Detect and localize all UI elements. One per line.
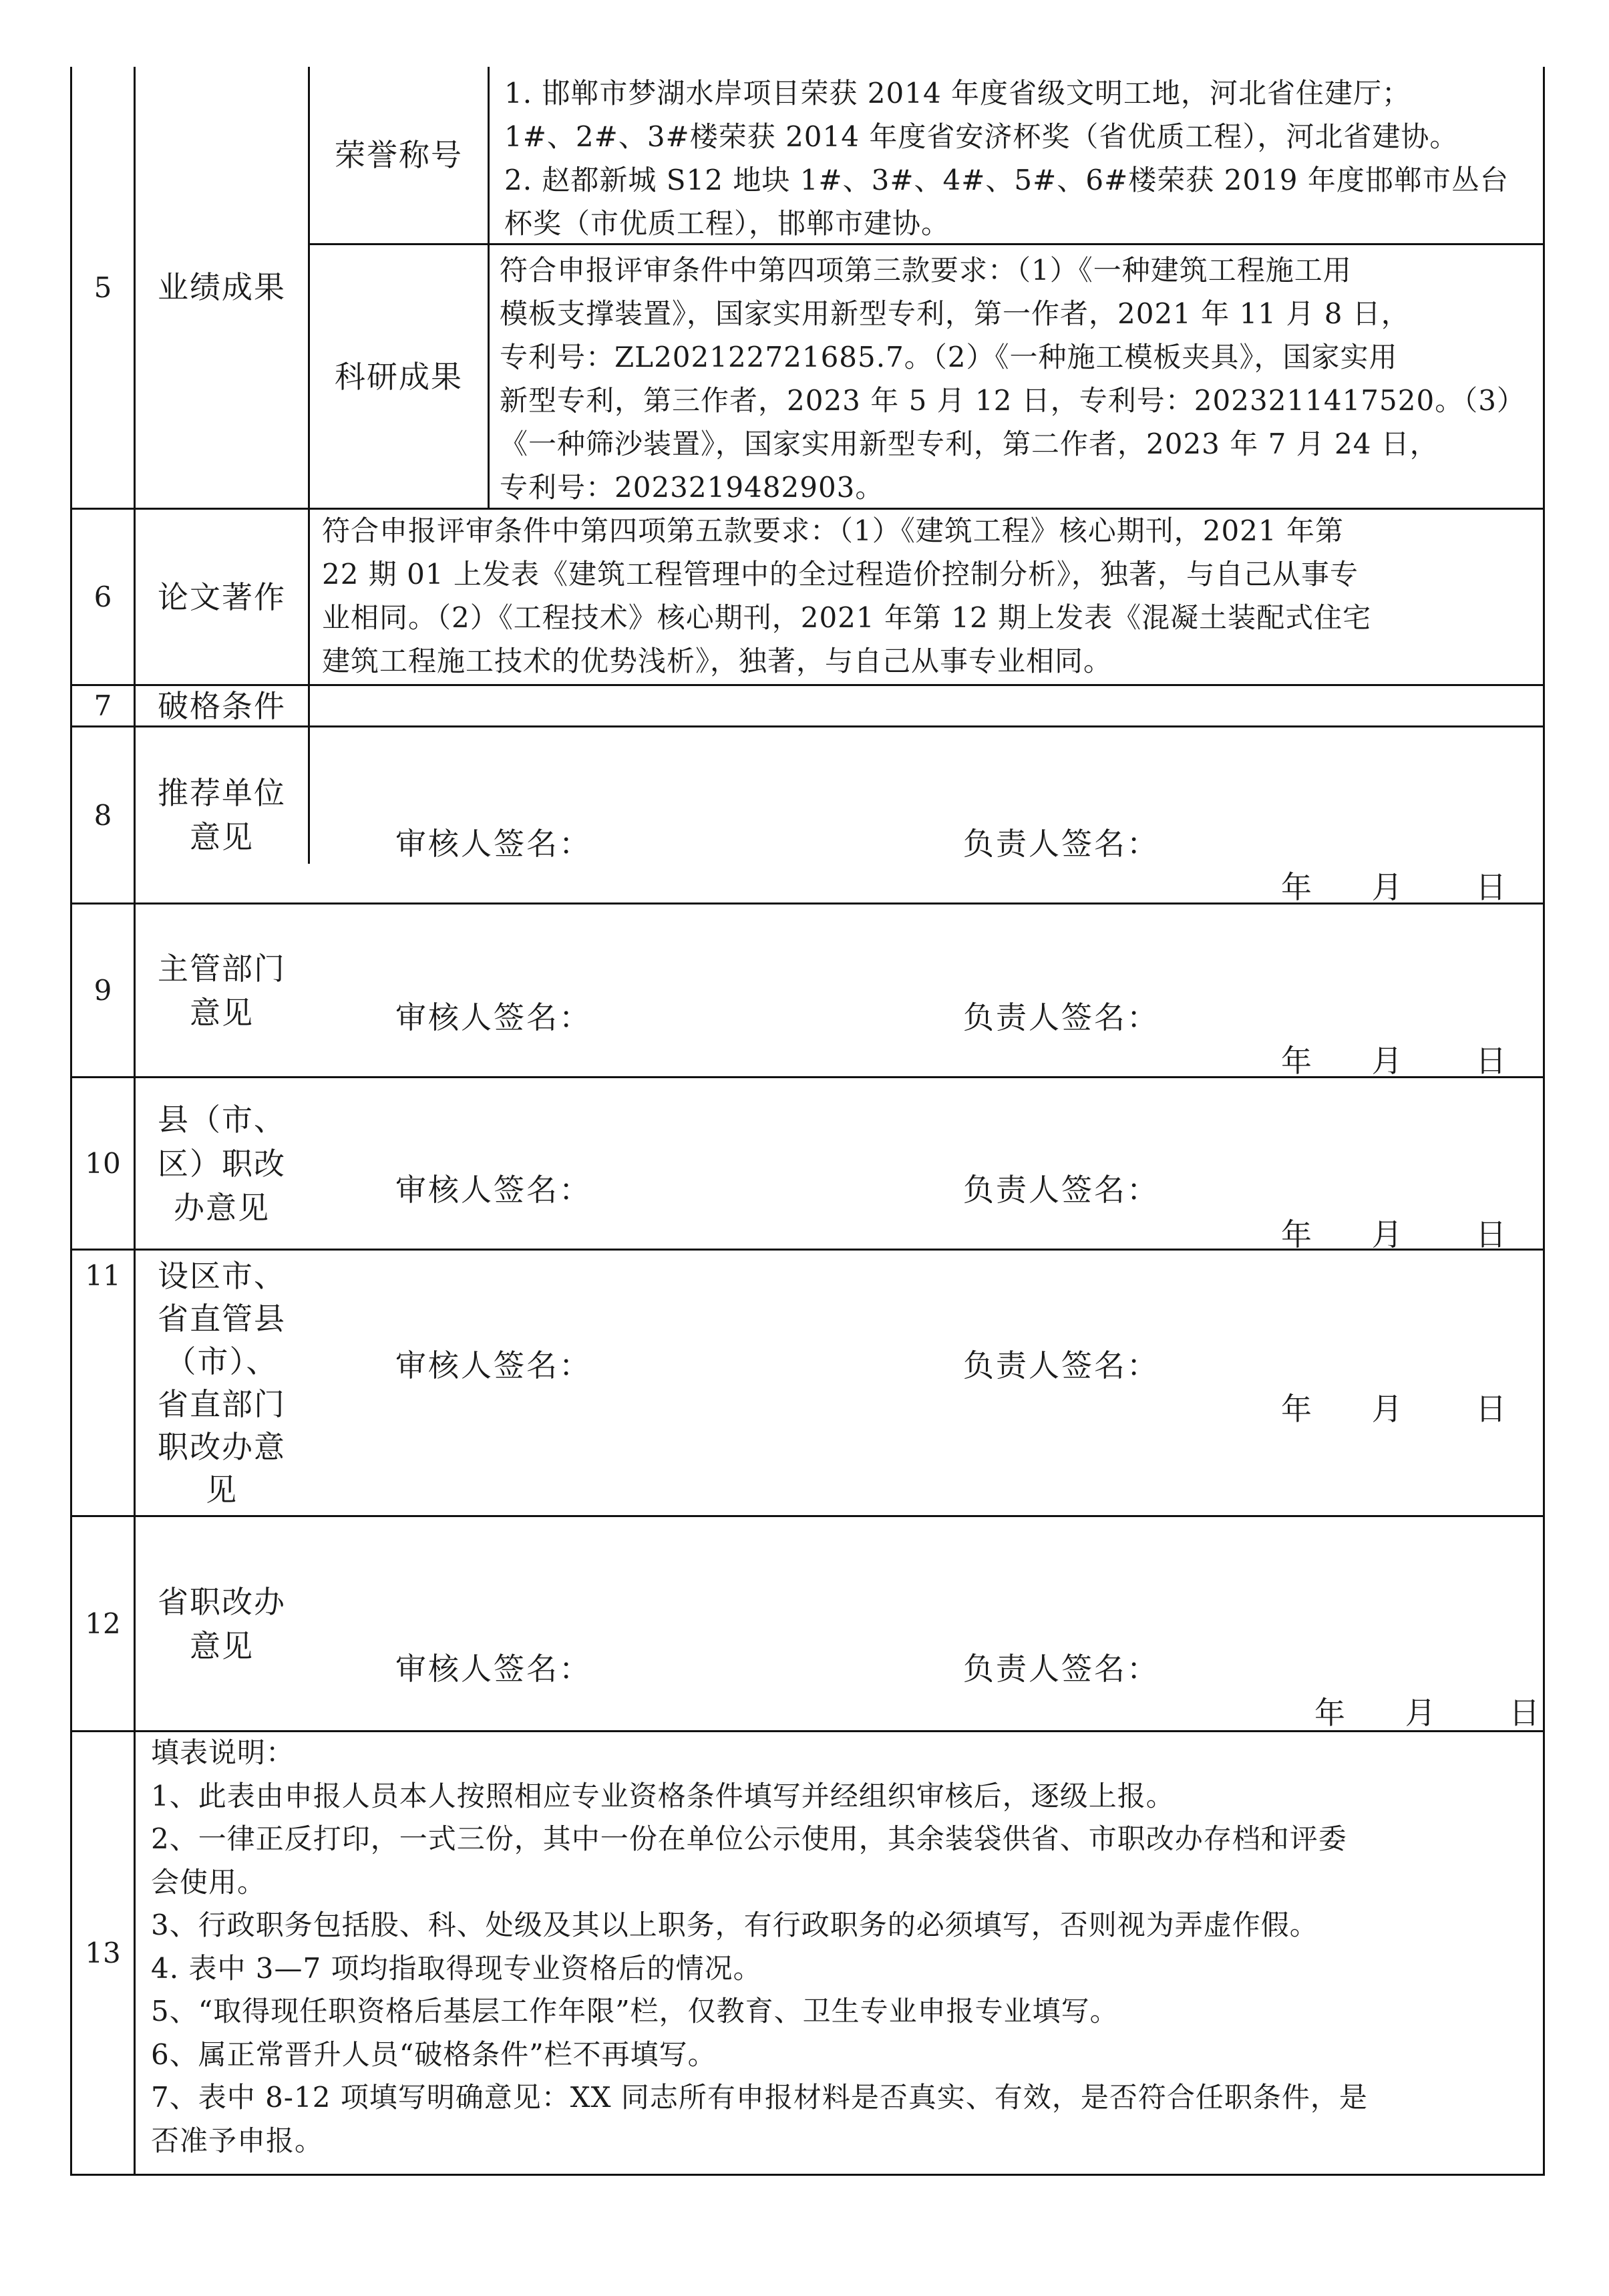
label-line: 主管部门 [158,950,286,987]
research-line: 符合申报评审条件中第四项第三款要求：（1）《一种建筑工程施工用 [500,254,1352,287]
date-day: 日 [1475,869,1507,905]
date-day: 日 [1475,1391,1507,1427]
date-month: 月 [1405,1695,1436,1731]
date-month: 月 [1371,869,1403,905]
instructions-line: 4. 表中 3—7 项均指取得现专业资格后的情况。 [151,1951,762,1985]
research-line: 模板支撑装置》，国家实用新型专利，第一作者，2021 年 11 月 8 日， [500,297,1410,330]
instructions-line: 7、表中 8-12 项填写明确意见：XX 同志所有申报材料是否真实、有效，是否符合任职条件，是 [151,2081,1368,2114]
principal-signature-label: 负责人签名： [963,826,1159,862]
instructions-content [151,1732,1534,2162]
row-number-11: 11 [85,1259,121,1292]
instructions-line: 会使用。 [151,1865,266,1899]
research-line: 专利号：ZL202122721685.7。（2）《一种施工模板夹具》，国家实用 [500,341,1398,373]
label-line: 省直管县 [158,1301,286,1337]
reviewer-signature-label: 审核人签名： [395,1172,592,1208]
date-year: 年 [1281,869,1312,905]
research-content [500,249,1533,509]
row-label-county-office [136,1078,308,1249]
date-month: 月 [1371,1216,1403,1253]
label-line: 意见 [190,819,254,855]
label-line: 意见 [190,994,254,1031]
honor-content [504,71,1533,245]
row-number-8: 8 [94,798,112,832]
label-line: 意见 [190,1627,254,1664]
row-label-provincial-office [136,1517,308,1730]
reviewer-signature-label: 审核人签名： [395,1651,592,1687]
table-border-right [1543,67,1545,2176]
honor-line: 2. 赵都新城 S12 地块 1#、3#、4#、5#、6#楼荣获 2019 年度邯郸市丛台 [504,164,1509,196]
principal-signature-label: 负责人签名： [963,1347,1159,1383]
date-day: 日 [1475,1043,1507,1079]
date-line [1314,1689,1540,1733]
row-label-papers: 论文著作 [158,579,286,615]
date-year: 年 [1314,1695,1345,1731]
label-line: 省直部门 [158,1386,286,1422]
row-label-exception: 破格条件 [158,687,286,724]
papers-line: 业相同。（2）《工程技术》核心期刊，2021 年第 12 期上发表《混凝土装配式住宅 [322,601,1372,634]
instructions-line: 6、属正常晋升人员“破格条件”栏不再填写。 [151,2037,717,2071]
sublabel-research-results: 科研成果 [335,358,463,395]
label-line: 区）职改 [158,1145,286,1182]
row-label-achievements: 业绩成果 [158,269,286,305]
reviewer-signature-label: 审核人签名： [395,826,592,862]
date-month: 月 [1371,1391,1403,1427]
label-line: 省职改办 [158,1583,286,1620]
date-year: 年 [1281,1216,1312,1253]
label-line: 县（市、 [158,1101,286,1138]
row-label-recommending-unit [136,727,308,903]
sublabel-honor-title: 荣誉称号 [335,137,463,173]
label-line: 见 [206,1472,238,1508]
row-label-city-office [136,1251,308,1515]
row-number-10: 10 [85,1147,121,1180]
label-line: 职改办意 [158,1429,286,1465]
date-line [1281,1037,1506,1081]
label-line: 设区市、 [158,1258,286,1294]
column-divider-3 [488,67,490,509]
date-line [1281,1385,1506,1429]
instructions-line: 3、行政职务包括股、科、处级及其以上职务，有行政职务的必须填写，否则视为弄虚作假。 [151,1909,1318,1941]
row-number-5: 5 [94,271,112,304]
instructions-line: 5、“取得现任职资格后基层工作年限”栏，仅教育、卫生专业申报专业填写。 [151,1995,1119,2027]
research-line: 新型专利，第三作者，2023 年 5 月 12 日，专利号：2023211417520。（3） [500,384,1526,417]
date-day: 日 [1509,1695,1540,1731]
label-line: （市）、 [165,1343,279,1379]
honor-line: 1#、2#、3#楼荣获 2014 年度省安济杯奖（省优质工程），河北省建协。 [504,120,1459,153]
reviewer-signature-label: 审核人签名： [395,999,592,1035]
instructions-title: 填表说明： [151,1736,295,1769]
row-number-9: 9 [94,974,112,1007]
row-number-12: 12 [85,1607,121,1640]
label-line: 办意见 [174,1189,270,1226]
honor-line: 杯奖（市优质工程），邯郸市建协。 [504,207,950,240]
instructions-line: 1、此表由申报人员本人按照相应专业资格条件填写并经组织审核后，逐级上报。 [151,1779,1175,1812]
papers-line: 22 期 01 上发表《建筑工程管理中的全过程造价控制分析》，独著，与自己从事专 [322,558,1359,591]
table-border-bottom [70,2174,1545,2176]
row-number-7: 7 [94,689,112,722]
research-line: 专利号：2023219482903。 [500,471,884,504]
date-month: 月 [1371,1043,1403,1079]
date-line [1281,1210,1506,1255]
principal-signature-label: 负责人签名： [963,1651,1159,1687]
date-day: 日 [1475,1216,1507,1253]
row-number-6: 6 [94,581,112,613]
date-year: 年 [1281,1391,1312,1427]
instructions-line: 否准予申报。 [151,2124,324,2157]
date-line [1281,863,1506,907]
date-year: 年 [1281,1043,1312,1079]
label-line: 推荐单位 [158,775,286,811]
principal-signature-label: 负责人签名： [963,1172,1159,1208]
papers-content [322,509,1534,683]
principal-signature-label: 负责人签名： [963,999,1159,1035]
papers-line: 建筑工程施工技术的优势浅析》，独著，与自己从事专业相同。 [322,645,1113,677]
reviewer-signature-label: 审核人签名： [395,1347,592,1383]
papers-line: 符合申报评审条件中第四项第五款要求：（1）《建筑工程》核心期刊，2021 年第 [322,514,1344,547]
research-line: 《一种筛沙装置》，国家实用新型专利，第二作者，2023 年 7 月 24 日， [500,428,1439,460]
row-label-supervising-dept [136,905,308,1076]
honor-line: 1. 邯郸市梦湖水岸项目荣获 2014 年度省级文明工地，河北省住建厅； [504,77,1411,110]
row-number-13: 13 [85,1937,121,1969]
instructions-line: 2、一律正反打印，一式三份，其中一份在单位公示使用，其余装袋供省、市职改办存档和评委 [151,1822,1347,1855]
